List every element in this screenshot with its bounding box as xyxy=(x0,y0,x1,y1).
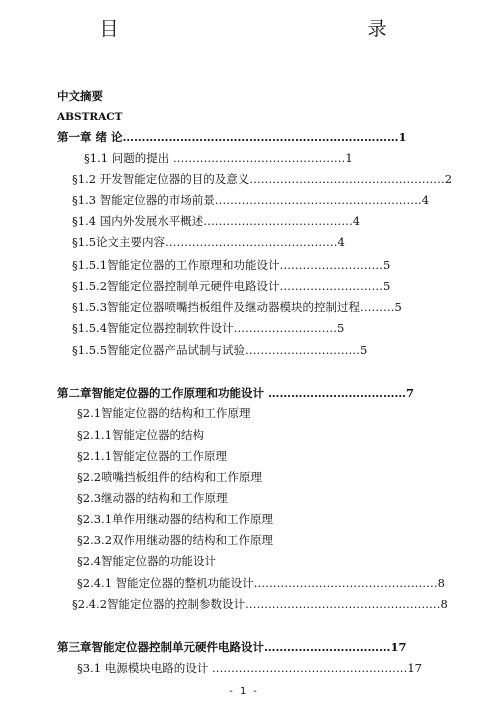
toc-entry: §1.4 国内外发展水平概述…………………………………4 xyxy=(72,214,361,228)
toc-entry: §2.1.1智能定位器的结构 xyxy=(77,428,205,442)
toc-entry: 第三章智能定位器控制单元硬件电路设计……………………………17 xyxy=(57,640,407,654)
toc-entry: §2.4.2智能定位器的控制参数设计……………………………………………8 xyxy=(72,597,448,611)
toc-entry: §2.4智能定位器的功能设计 xyxy=(77,554,217,568)
toc-entry: §1.5.1智能定位器的工作原理和功能设计………………………5 xyxy=(72,258,391,272)
toc-entry: §1.2 开发智能定位器的目的及意义……………………………………………2 xyxy=(72,172,453,186)
toc-entry: §2.1.1智能定位器的工作原理 xyxy=(77,449,228,463)
toc-entry: §1.5.2智能定位器控制单元硬件电路设计………………………5 xyxy=(72,279,391,293)
page-number: - 1 - xyxy=(227,686,259,697)
toc-entry: 第二章智能定位器的工作原理和功能设计 ………………………………7 xyxy=(57,386,415,400)
toc-entry: §2.4.1 智能定位器的整机功能设计…………………………………………8 xyxy=(77,576,445,590)
toc-entry: 第一章 绪 论………………………………………………………………1 xyxy=(57,130,407,144)
toc-entry: §1.3 智能定位器的市场前景………………………………………………4 xyxy=(72,193,430,207)
page-title: 目 录 xyxy=(99,18,435,40)
toc-entry: §1.1 问题的提出 ………………………………………1 xyxy=(84,151,353,165)
toc-entry: §1.5.3智能定位器喷嘴挡板组件及继动器模块的控制过程………5 xyxy=(72,300,402,314)
toc-entry: §3.1 电源模块电路的设计 ……………………………………………17 xyxy=(77,661,422,675)
toc-entry: §1.5.4智能定位器控制软件设计………………………5 xyxy=(72,321,345,335)
toc-entry: §1.5.5智能定位器产品试制与试验…………………………5 xyxy=(72,343,368,357)
toc-entry: ABSTRACT xyxy=(57,111,123,123)
toc-entry: §2.3.1单作用继动器的结构和工作原理 xyxy=(77,512,274,526)
toc-entry: 中文摘要 xyxy=(57,89,103,103)
toc-entry: §1.5论文主要内容………………………………………4 xyxy=(72,235,345,249)
toc-entry: §2.3继动器的结构和工作原理 xyxy=(77,491,228,505)
toc-entry: §2.1智能定位器的结构和工作原理 xyxy=(77,406,251,420)
toc-entry: §2.3.2双作用继动器的结构和工作原理 xyxy=(77,533,274,547)
toc-entry: §2.2喷嘴挡板组件的结构和工作原理 xyxy=(77,470,263,484)
